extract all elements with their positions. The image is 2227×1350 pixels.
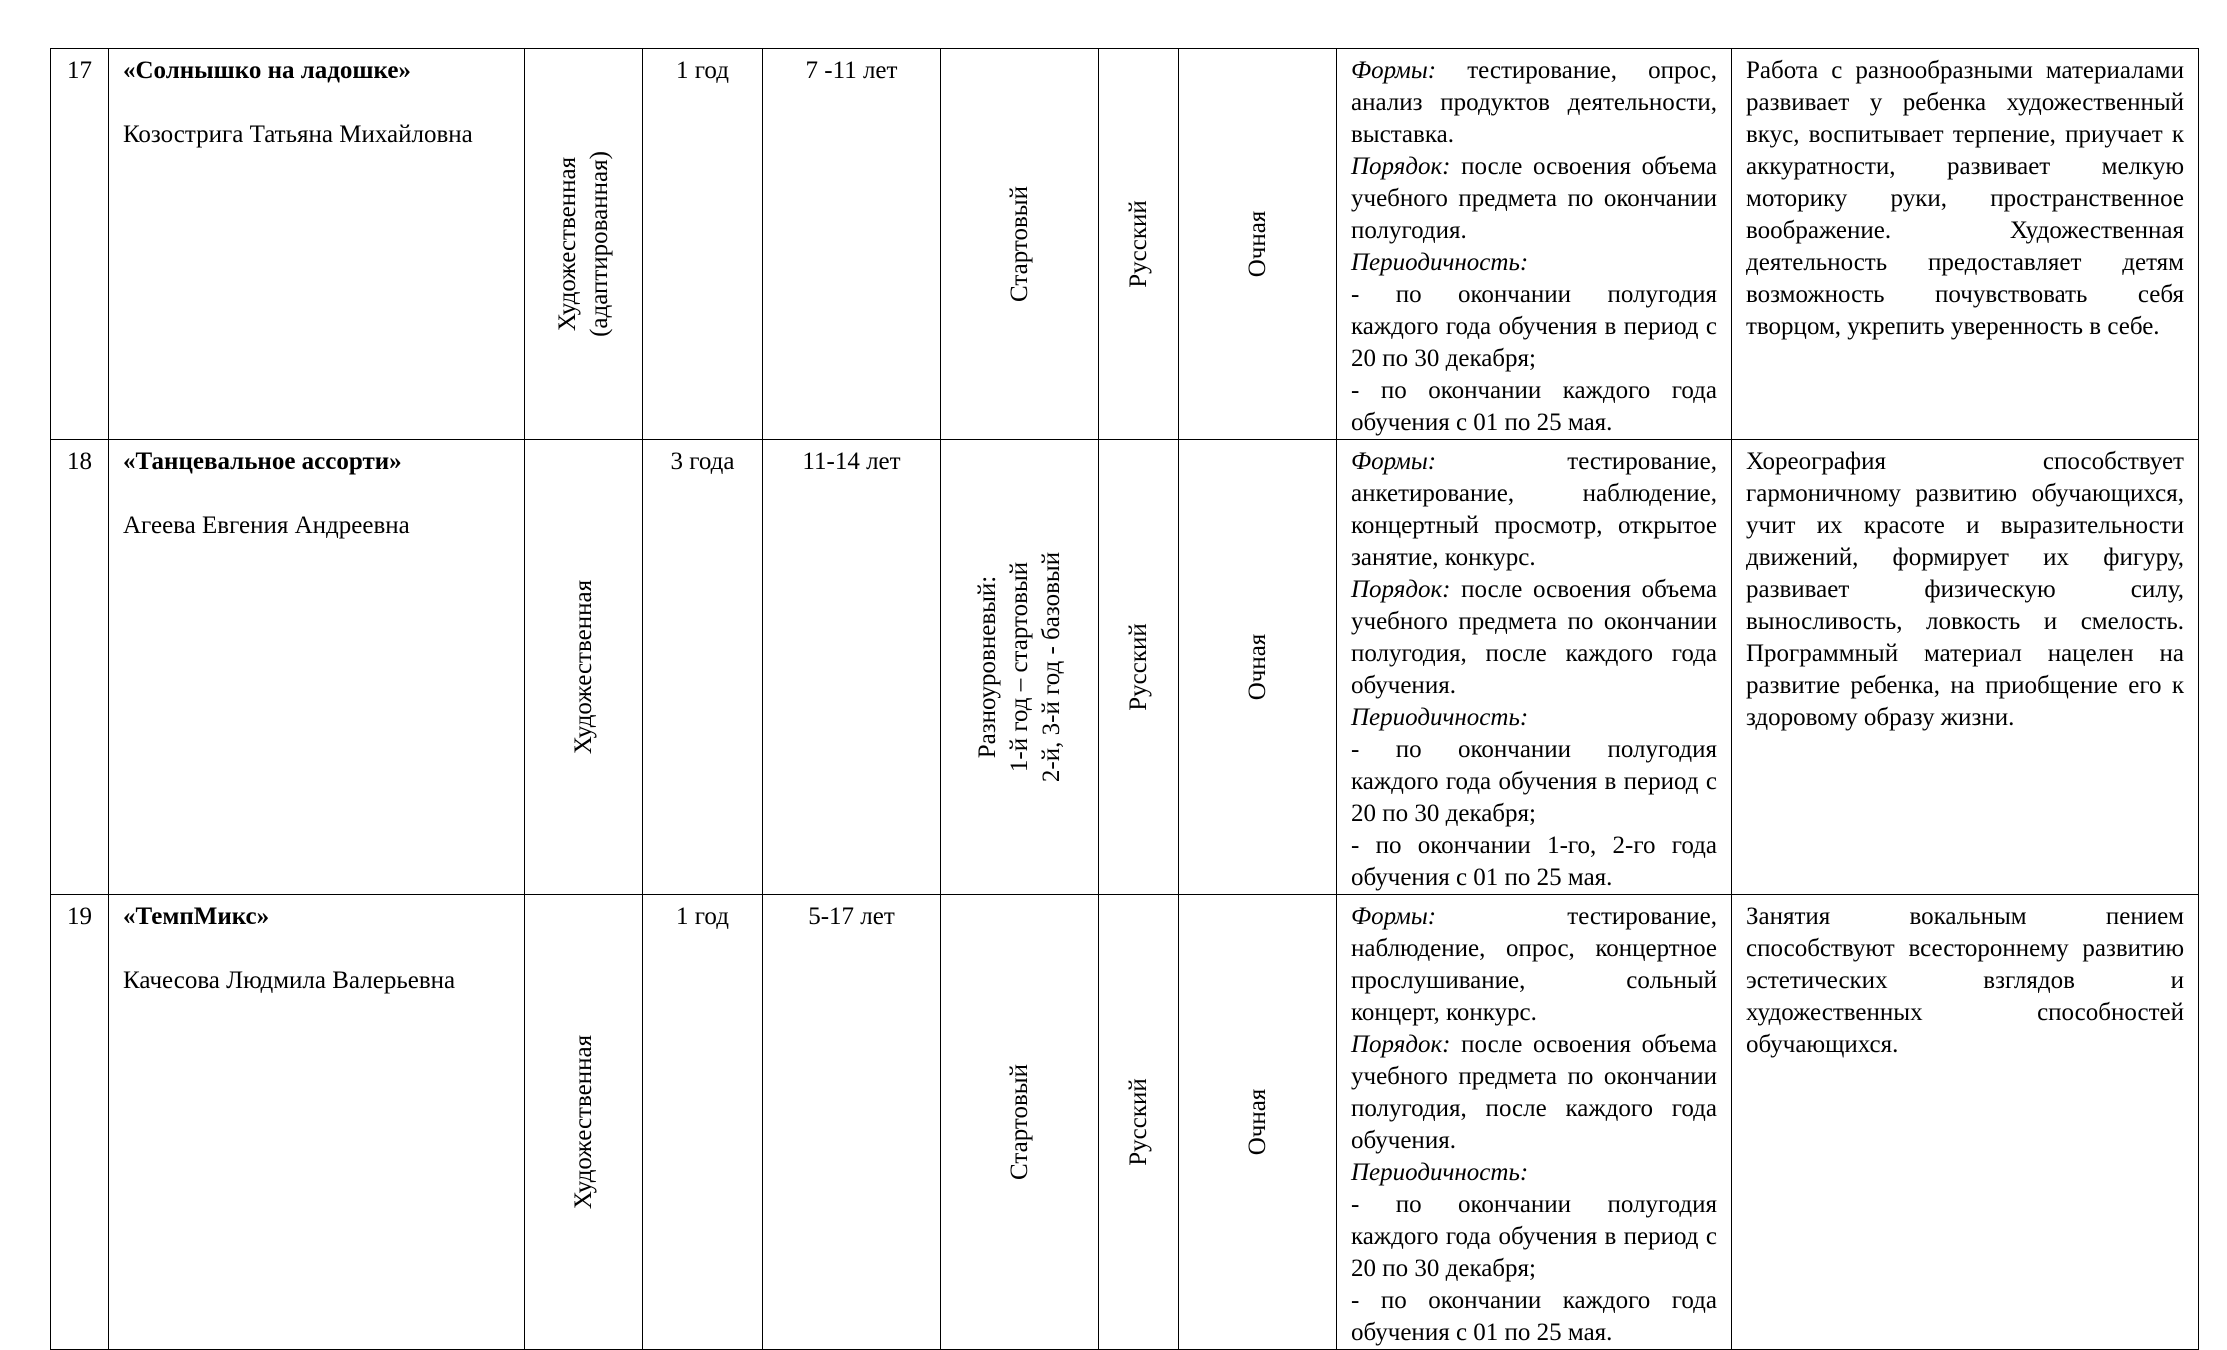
row-number: 17 [51, 49, 109, 440]
row-number: 19 [51, 895, 109, 1350]
program-title: «ТемпМикс» [123, 903, 270, 930]
period-label: Периодичность: [1351, 1159, 1529, 1186]
age-cell: 11-14 лет [763, 440, 941, 895]
level-text: Разноуровневый: [973, 575, 1001, 759]
period-item: - по окончании каждого года обучения с 01 по 25 мая. [1351, 1287, 1717, 1346]
program-author: Агеева Евгения Андреевна [123, 512, 410, 539]
assessment-cell [1337, 49, 1732, 440]
table-row [51, 49, 2199, 440]
forms-text: тестирование, анкетирование, наблюдение, концертный просмотр, открытое занятие, конкурс. [1351, 448, 1717, 571]
description-cell: Хореография способствует гармоничному развитию обучающихся, учит их красоте и выразительности движений, формирует их фигуру, развивает физическую силу, выносливость, ловкость и смелость. Программный материал нацелен на развитие ребенка, на приобщение его к здоровому образу жизни. [1732, 440, 2199, 895]
description-cell: Занятия вокальным пением способствуют всестороннему развитию эстетических взглядов и художественных способностей обучающихся. [1732, 895, 2199, 1350]
direction-text: Художественная [569, 579, 597, 755]
row-number: 18 [51, 440, 109, 895]
language-cell [1099, 440, 1179, 895]
level-cell [941, 895, 1099, 1350]
assessment-cell [1337, 895, 1732, 1350]
programs-table-wrapper [50, 48, 2199, 1350]
period-label: Периодичность: [1351, 249, 1529, 276]
language-text: Русский [1124, 200, 1152, 288]
forms-label: Формы: [1351, 57, 1437, 84]
direction-cell [525, 49, 643, 440]
order-text: после освоения объема учебного предмета по окончании полугодия. [1351, 153, 1717, 244]
description-cell: Работа с разнообразными материалами развивает у ребенка художественный вкус, воспитывает терпение, приучает к аккуратности, развивает мелкую моторику руки, пространственное воображение. Художественная деятельность предоставляет детям возможность почувствовать себя творцом, укрепить уверенность в себе. [1732, 49, 2199, 440]
study-form-cell [1179, 440, 1337, 895]
study-form-text: Очная [1243, 1088, 1271, 1156]
forms-label: Формы: [1351, 448, 1437, 475]
program-name-cell [109, 440, 525, 895]
period-item: - по окончании каждого года обучения с 01 по 25 мая. [1351, 377, 1717, 436]
program-name-cell [109, 895, 525, 1350]
program-author: Козострига Татьяна Михайловна [123, 121, 473, 148]
order-label: Порядок: [1351, 153, 1451, 180]
table-row [51, 440, 2199, 895]
direction-text: Художественная [553, 156, 581, 332]
order-label: Порядок: [1351, 1031, 1451, 1058]
assessment-cell [1337, 440, 1732, 895]
program-title: «Солнышко на ладошке» [123, 57, 411, 84]
language-text: Русский [1124, 1078, 1152, 1166]
duration-cell: 1 год [643, 895, 763, 1350]
direction-text: (адаптированная) [585, 151, 613, 337]
study-form-cell [1179, 895, 1337, 1350]
direction-text: Художественная [569, 1034, 597, 1210]
level-text: 1-й год – стартовый [1005, 561, 1033, 773]
duration-cell: 1 год [643, 49, 763, 440]
forms-text: тестирование, наблюдение, опрос, концертное прослушивание, сольный концерт, конкурс. [1351, 903, 1717, 1026]
direction-cell [525, 895, 643, 1350]
order-label: Порядок: [1351, 576, 1451, 603]
level-text: Стартовый [1005, 186, 1033, 302]
direction-cell [525, 440, 643, 895]
programs-table [50, 48, 2199, 1350]
table-row [51, 895, 2199, 1350]
forms-text: тестирование, опрос, анализ продуктов деятельности, выставка. [1351, 57, 1717, 148]
forms-label: Формы: [1351, 903, 1437, 930]
study-form-cell [1179, 49, 1337, 440]
period-item: - по окончании полугодия каждого года обучения в период с 20 по 30 декабря; [1351, 736, 1717, 827]
level-text: Стартовый [1005, 1064, 1033, 1180]
language-cell [1099, 49, 1179, 440]
level-text: 2-й, 3-й год - базовый [1037, 551, 1065, 783]
study-form-text: Очная [1243, 633, 1271, 701]
period-label: Периодичность: [1351, 704, 1529, 731]
level-cell [941, 440, 1099, 895]
order-text: после освоения объема учебного предмета по окончании полугодия, после каждого года обучения. [1351, 1031, 1717, 1154]
program-title: «Танцевальное ассорти» [123, 448, 402, 475]
level-cell [941, 49, 1099, 440]
order-text: после освоения объема учебного предмета по окончании полугодия, после каждого года обучения. [1351, 576, 1717, 699]
age-cell: 7 -11 лет [763, 49, 941, 440]
language-text: Русский [1124, 623, 1152, 711]
program-author: Качесова Людмила Валерьевна [123, 967, 456, 994]
age-cell: 5-17 лет [763, 895, 941, 1350]
language-cell [1099, 895, 1179, 1350]
period-item: - по окончании полугодия каждого года обучения в период с 20 по 30 декабря; [1351, 281, 1717, 372]
period-item: - по окончании 1-го, 2-го года обучения с 01 по 25 мая. [1351, 832, 1717, 891]
program-name-cell [109, 49, 525, 440]
period-item: - по окончании полугодия каждого года обучения в период с 20 по 30 декабря; [1351, 1191, 1717, 1282]
duration-cell: 3 года [643, 440, 763, 895]
study-form-text: Очная [1243, 210, 1271, 278]
